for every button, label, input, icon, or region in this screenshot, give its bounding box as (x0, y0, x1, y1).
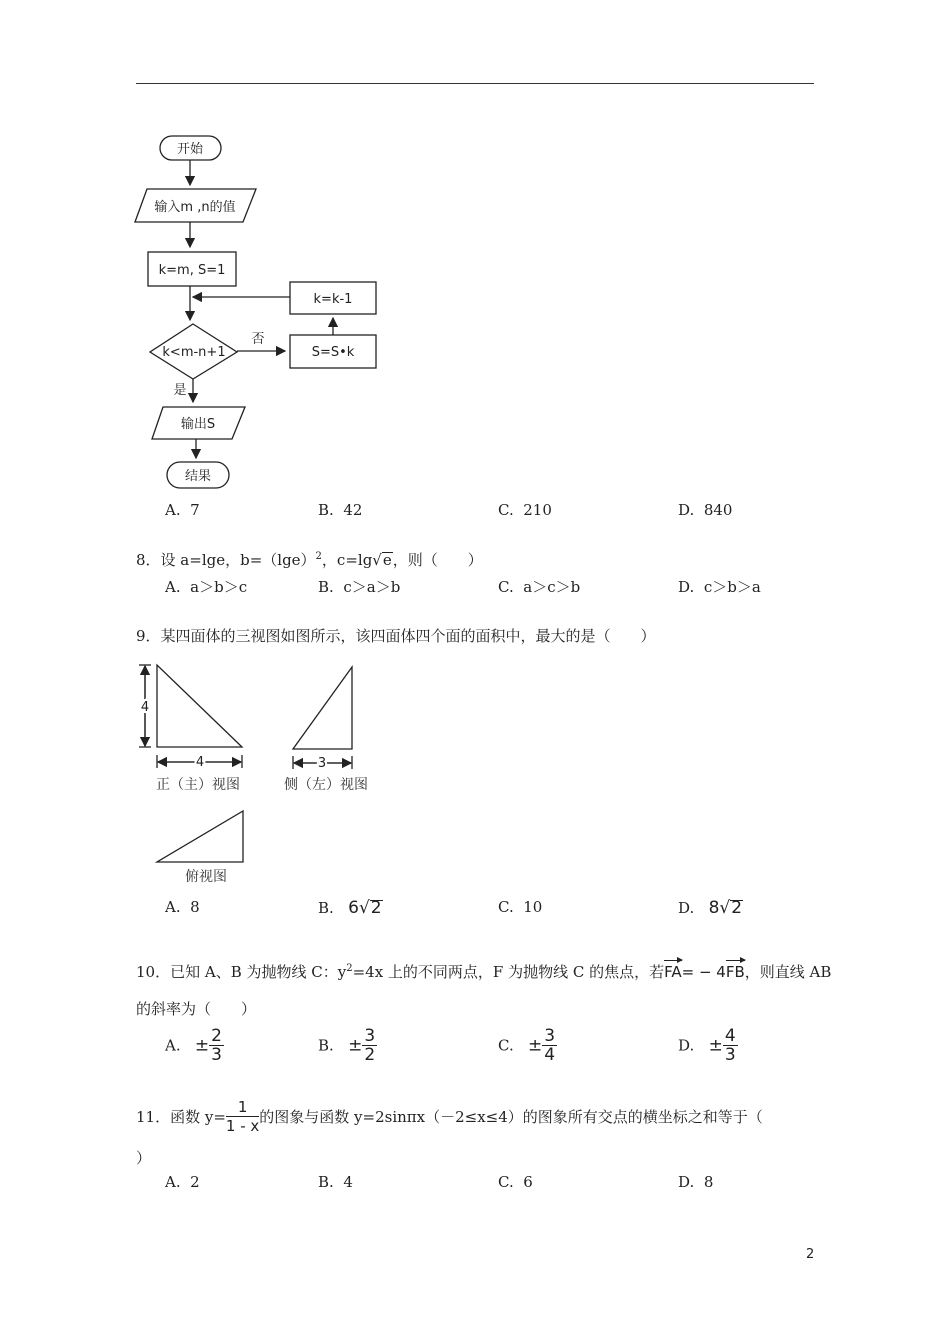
option: D. 8√2 (678, 898, 743, 918)
option: B. ± $\frac{3}{2}$ (318, 1026, 376, 1065)
init-text: k=m, S=1 (158, 263, 226, 278)
page-number: 2 (806, 1247, 815, 1262)
option: C. 10 (498, 898, 543, 916)
vector-fb: FB (725, 963, 745, 981)
front-width-label: 4 (195, 755, 205, 770)
option: C. 210 (498, 501, 552, 519)
option: A. 2 (165, 1173, 200, 1191)
option: D. c＞b＞a (678, 578, 761, 596)
q8-stem: 8．设 a=lge，$b=(\lg e)^2$，c=lg√e，则（ ） (136, 551, 483, 569)
option: D. 840 (678, 501, 733, 519)
multiply-text: S=S•k (311, 345, 355, 360)
condition-text: k<m-n+1 (162, 345, 226, 360)
q9-stem: 9．某四面体的三视图如图所示，该四面体四个面的面积中，最大的是（ ） (136, 627, 656, 645)
option: A. 7 (165, 501, 200, 519)
side-view-triangle (293, 667, 352, 749)
yes-label: 是 (173, 383, 187, 398)
option: B. 42 (318, 501, 363, 519)
top-view-triangle (157, 811, 243, 862)
option: C. 6 (498, 1173, 533, 1191)
output-text: 输出S (180, 417, 216, 432)
option: C. a＞c＞b (498, 578, 581, 596)
decrement-text: k=k-1 (313, 292, 353, 307)
option: B. 6√2 (318, 898, 382, 918)
front-view-triangle (157, 665, 242, 747)
option: D. ± $\frac{4}{3}$ (678, 1026, 736, 1065)
start-text: 开始 (176, 142, 204, 157)
side-width-label: 3 (317, 756, 327, 771)
sqrt-e: √e (372, 551, 392, 569)
option: B. 4 (318, 1173, 353, 1191)
front-view-label: 正（主）视图 (156, 777, 240, 793)
option: D. 8 (678, 1173, 714, 1191)
q11-stem-line2: ） (136, 1149, 152, 1167)
q10-stem-line2: 的斜率为（ ） (136, 1000, 257, 1018)
q10-stem: 10．已知 A、B 为抛物线 C：$y^2=4x$ 上的不同两点，F 为抛物线 C 的焦点，若FA= − 4FB，则直线 AB (136, 963, 832, 981)
option: B. c＞a＞b (318, 578, 401, 596)
option: A. ± $\frac{2}{3}$ (165, 1026, 222, 1065)
no-label: 否 (251, 332, 265, 347)
input-text: 输入m ,n的值 (154, 200, 236, 215)
side-view-label: 侧（左）视图 (284, 777, 368, 793)
option: A. 8 (165, 898, 200, 916)
end-text: 结果 (184, 469, 212, 484)
vector-fa: FA (664, 963, 682, 981)
front-height-label: 4 (140, 700, 150, 715)
top-view-label: 俯视图 (185, 869, 227, 885)
option: A. a＞b＞c (165, 578, 248, 596)
option: C. ± $\frac{3}{4}$ (498, 1026, 556, 1065)
q11-stem: 11．函数 y= $\frac{1}{1 - x}$ 的图象与函数 y=2sinπx（－2≤x≤4）的图象所有交点的横坐标之和等于（ (136, 1098, 763, 1135)
